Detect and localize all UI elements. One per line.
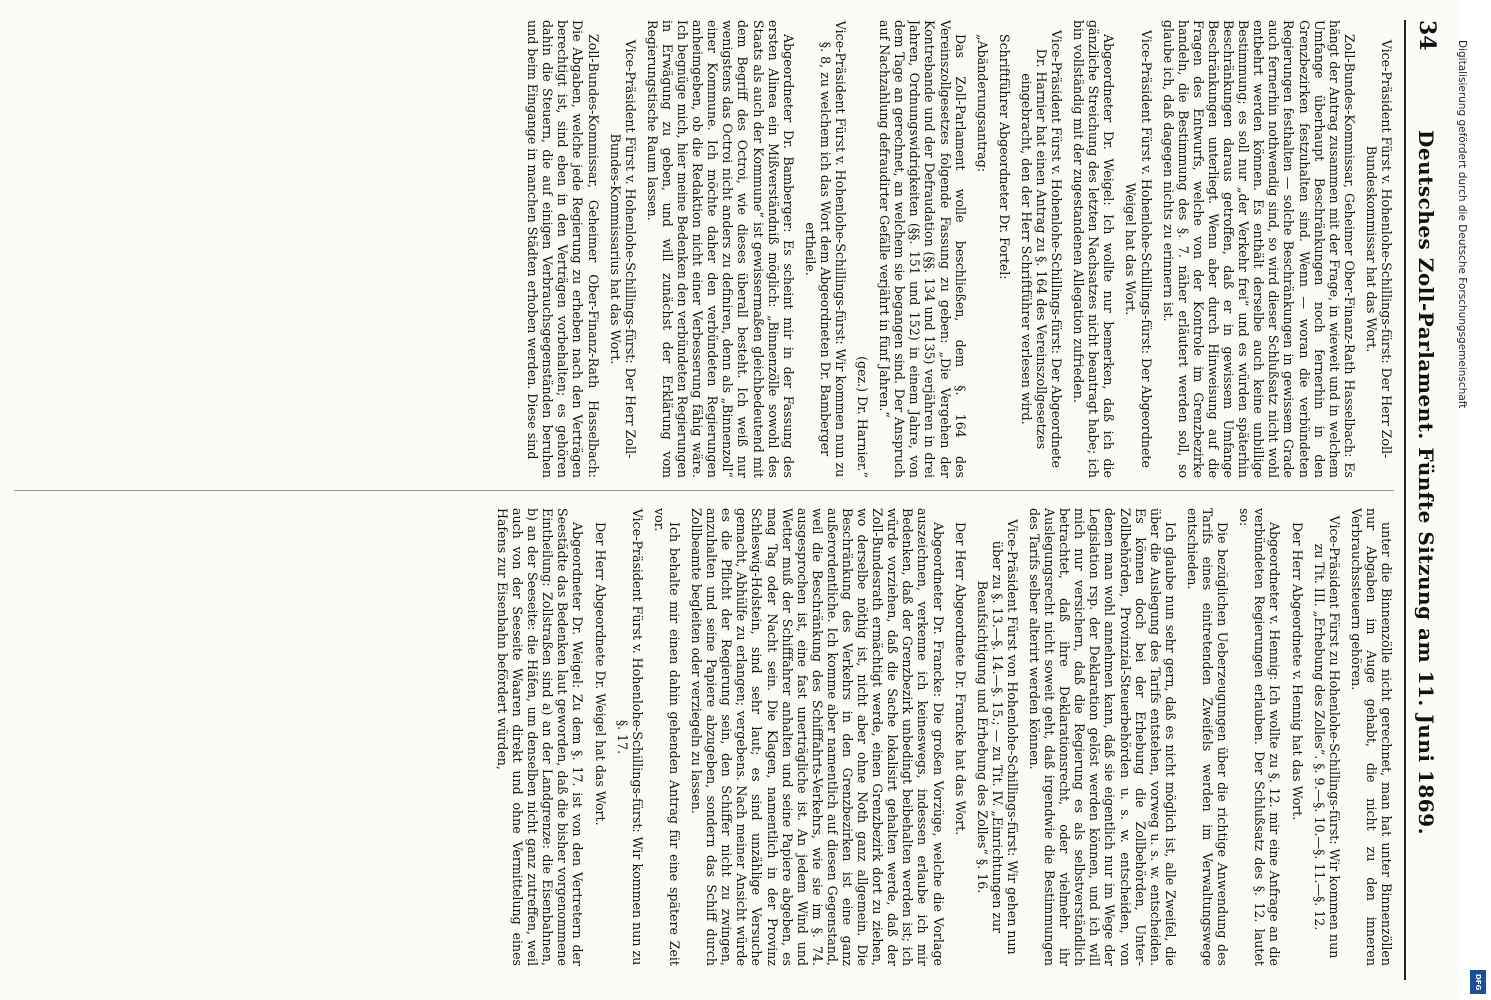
paragraph: Ich behalte mir einen dahin gehenden Antrag für eine spätere Zeit vor. (651, 508, 682, 966)
paragraph: Abgeordneter v. Hennig: Ich wollte zu §. 12. mir eine Anfrage an die verbündeten Regierungen erlauben. Der Schlußsatz des §. 12. lautet so: (1237, 508, 1283, 966)
paragraph: Abgeordneter Dr. Weigel: Ich wollte nur bemerken, daß ich die gänzliche Streichung des letzten Nachsatzes nicht beantragt habe; ich bin vollständig mit der zugestandenen Allegation zufrieden. (1071, 20, 1117, 478)
paragraph: Vice-Präsident Fürst zu Hohenlohe-Schillings-fürst: Wir kommen nun zu Tit. III. „Erhebung des Zolles“. §. 9.—§. 10.—§. 11.—§. 12. (1311, 515, 1342, 959)
paragraph: Schriftführer Abgeordneter Dr. Fortel: (996, 34, 1012, 280)
paragraph: Vice-Präsident Fürst v. Hohenlohe-Schillings-fürst: Der Abgeordnete Weigel hat das Wort. (1123, 30, 1154, 468)
paragraph: Vice-Präsident Fürst v. Hohenlohe-Schillings-fürst: Wir kommen nun zu §. 8, zu welchem ich das Wort dem Abgeordneten Dr. Bamberger ertheile. (802, 20, 848, 478)
digitization-note: Digitalisierung gefördert durch die Deutsche Forschungsgemeinschaft (1456, 40, 1468, 409)
paragraph: Der Herr Abgeordnete Dr. Weigel hat das Wort. (592, 522, 608, 826)
paragraph: Vice-Präsident Fürst v. Hohenlohe-Schillings-fürst: Wir kommen nun zu §. 17. (614, 508, 645, 966)
paragraph: Vice-Präsident Fürst v. Hohenlohe-Schillings-fürst: Der Herr Zoll-Bundeskommissar hat das Wort. (1363, 39, 1394, 459)
paragraph: Abgeordneter Dr. Francke: Die großen Vorzüge, welche die Vorlage auszeichnen, verkenne ich keineswegs, indessen erlaube ich mir Bedenken, daß der Grenzbezirk unbedingt beibehalten werden ist; ich würde vorziehen, daß die Sache lokalisirt gehalten werde, daß der Zoll-Bundesrath ermächtigt werde, einen Grenzbezirk dort zu ziehen, wo derselbe nöthig ist, nicht aber ohne Noth ganz allgemein. Die Beschränkung des Verkehrs in den Grenzbezirken ist eine ganz außerordentliche. Ich komme aber namentlich auf diesen Gegenstand, weil die Beschränkung des Schifffahrts-Verkehrs, wie sie im §. 74. ausgesprochen ist, eine fast unerträgliche ist. An jedem Wind und Wetter muß der Schifffahrer anhalten und seine Papiere abgeben, es mag Tag oder Nacht sein. Die Klagen, namentlich in der Provinz Schleswig-Holstein, sind sehr laut; es sind unzählige Versuche gemacht, Abhülfe zu erlangen; vergebens. Nach meiner Ansicht würde es die Pflicht der Regierung sein, den Schiffer nicht zu zwingen, anzuhalten und seine Papiere abzugeben, sondern das Schiff durch Zollbeamte begleiten oder verziegeln zu lassen. (689, 508, 946, 966)
paragraph: Der Herr Abgeordnete v. Hennig hat das Wort. (1289, 522, 1305, 821)
paragraph: unter die Binnenzölle nicht gerechnet, man hat unter Binnenzöllen nur Abgaben im Auge gehabt, die nicht zu den inneren Verbrauchssteuern gehören. (1348, 508, 1394, 966)
paragraph: Zoll-Bundes-Kommissar, Geheimer Ober-Finanz-Rath Hasselbach: Es hängt der Antrag zusammen mit der Frage, in wieweit und in welchem Umfange überhaupt Beschränkungen noch fernerhin in den Grenzbezirken festzuhalten sind. Wenn — woran die verbündeten Regierungen festhalten — solche Beschränkungen in gewissem Grade auch fernerhin nothwendig sind, so wird dieser Schlußsatz nicht wohl entbehrt werden können. Es enthält derselbe auch keine unbillige Bestimmung; es soll nur „der Verkehr frei“ und es würden späterhin Beschränkungen daraus getroffen, daß er in gewissem Umfange Beschränkungen unterliegt. Wenn aber durch Hinweisung auf die Fragen des Entwurfs, welche von der Kontrole im Grenzbezirke handeln, die Bestimmung des §. 7. näher erläutert werden soll, so glaube ich, daß dagegen nichts zu erinnern ist. (1160, 20, 1357, 478)
paragraph: Abgeordneter Dr. Bamberger: Es scheint mir in der Fassung des ersten Alinea ein Mißverständniß möglich: „Binnenzölle sowohl des Staats als auch der Kommune“ ist gewissermaßen gleichbedeutend mit dem Begriff des Octroi, wie dieses überall besteht. Ich weiß nur wenigstens das Octroi nicht anders zu definiren, denn als „Binnenzoll“ einer Kommune. Ich möchte daher den verbündeten Regierungen anheimgeben, ob die Redaktion nicht einer Verbesserung fähig wäre. Ich begnüge mich, hier meine Bedenken den verbündeten Regierungen in Erwägung zu geben, und will zunächst der Erklärung vom Regierungstische Raum lassen. (644, 20, 796, 478)
dfg-logo: DFG (1470, 970, 1486, 994)
paragraph: Der Herr Abgeordnete Dr. Francke hat das Wort. (952, 522, 968, 836)
left-column (14, 20, 1394, 478)
running-title: Deutsches Zoll-Parlament. Fünfte Sitzung am 11. Juni 1869. (1414, 130, 1438, 836)
paragraph: Vice-Präsident Fürst v. Hohenlohe-Schillings-fürst: Der Herr Zoll-Bundes-Kommissarius hat das Wort. (607, 39, 638, 459)
paragraph: Das Zoll-Parlament wolle beschließen, dem §. 164 des Vereinszollgesetzes folgende Fassung zu geben: „Die Vergehen der Kontrebande und der Defraudation (§§. 134 und 135) verjähren in drei Jahren, Ordnungswidrigkeiten (§§. 151 und 152) in einem Jahre, von dem Tage an gerechnet, an welchem sie begangen sind. Der Anspruch auf Nachzahlung defraudirter Gefälle verjährt in fünf Jahren.“ (877, 20, 968, 478)
paragraph: Abgeordneter Dr. Weigel: Zu dem §. 17. ist von den Vertretern der Seestädte das Bedenken laut geworden, daß die bisher vorgenommene Eintheilung: Zollstraßen sind a) an der Landgrenze: die Eisenbahnen, b) an der Seeseite: die Häfen, um denselben nicht ganz zutreffen, weil auch von der Seeseite Waaren direkt und ohne Vermittelung eines Hafens zur Eisenbahn befördert würden, (495, 508, 586, 966)
paragraph: „Abänderungsantrag: (974, 34, 990, 173)
paragraph: Die bezüglichen Ueberzeugungen über die richtige Anwendung des Tarifs eines eintretenden Zweifels werden im Verwaltungswege entschieden. (1184, 508, 1231, 966)
paragraph: (gez.) Dr. Harnier.“ (855, 356, 871, 478)
page-header (1404, 20, 1446, 980)
paragraph: Vice-Präsident Fürst von Hohenlohe-Schillings-fürst: Wir gehen nun über zu §. 13.—§. 14.—§. 15.; — zu Tit. IV. „Einrichtungen zur Beaufsichtigung und Erhebung des Zolles“ §. 16. (974, 519, 1020, 955)
paragraph: Zoll-Bundes-Kommissar, Geheimer Ober-Finanz-Rath Hasselbach: Die Abgaben, welche jede Regierung zu erheben nach den Verträgen berechtigt ist, sind eben in den Verträgen vorbehalten; es gehören dahin die Steuern, die auf einigen Verbrauchsgegenständen beruhen und beim Eingange in manchen Städten erhoben werden. Diese sind (525, 20, 601, 478)
column-divider (14, 490, 1394, 491)
paragraph: Vice-Präsident Fürst v. Hohenlohe-Schillings-fürst: Der Abgeordnete Dr. Harnier hat einen Antrag zu §. 164 des Vereinszollgesetzes eingebracht, den der Herr Schriftführer verlesen wird. (1018, 30, 1065, 468)
paragraph: Ich glaube nun sehr gern, daß es nicht möglich ist, alle Zweifel, die über die Auslegung des Tarifs entstehen, vorweg u. s. w. entscheiden. Es können doch bei der Erhebung die Zollbehörden, Unter-Zollbehörden, Provinzial-Steuerbehörden u. s. w. entscheiden, von denen man wohl annehmen kann, daß sie eigentlich nur im Wege der Legislation rsp. der Deklaration gelöst werden können, und ich will mich nur versichern, daß die Regierung es als selbstverständlich betrachtet, daß ihre Deklarationsrecht, oder vielmehr ihr Auslegungsrecht nicht soweit geht, daß irgendwie die Bestimmungen des Tarifs selber alterirt werden können. (1027, 508, 1178, 966)
right-column (14, 508, 1394, 966)
page-number: 34 (1414, 20, 1440, 51)
